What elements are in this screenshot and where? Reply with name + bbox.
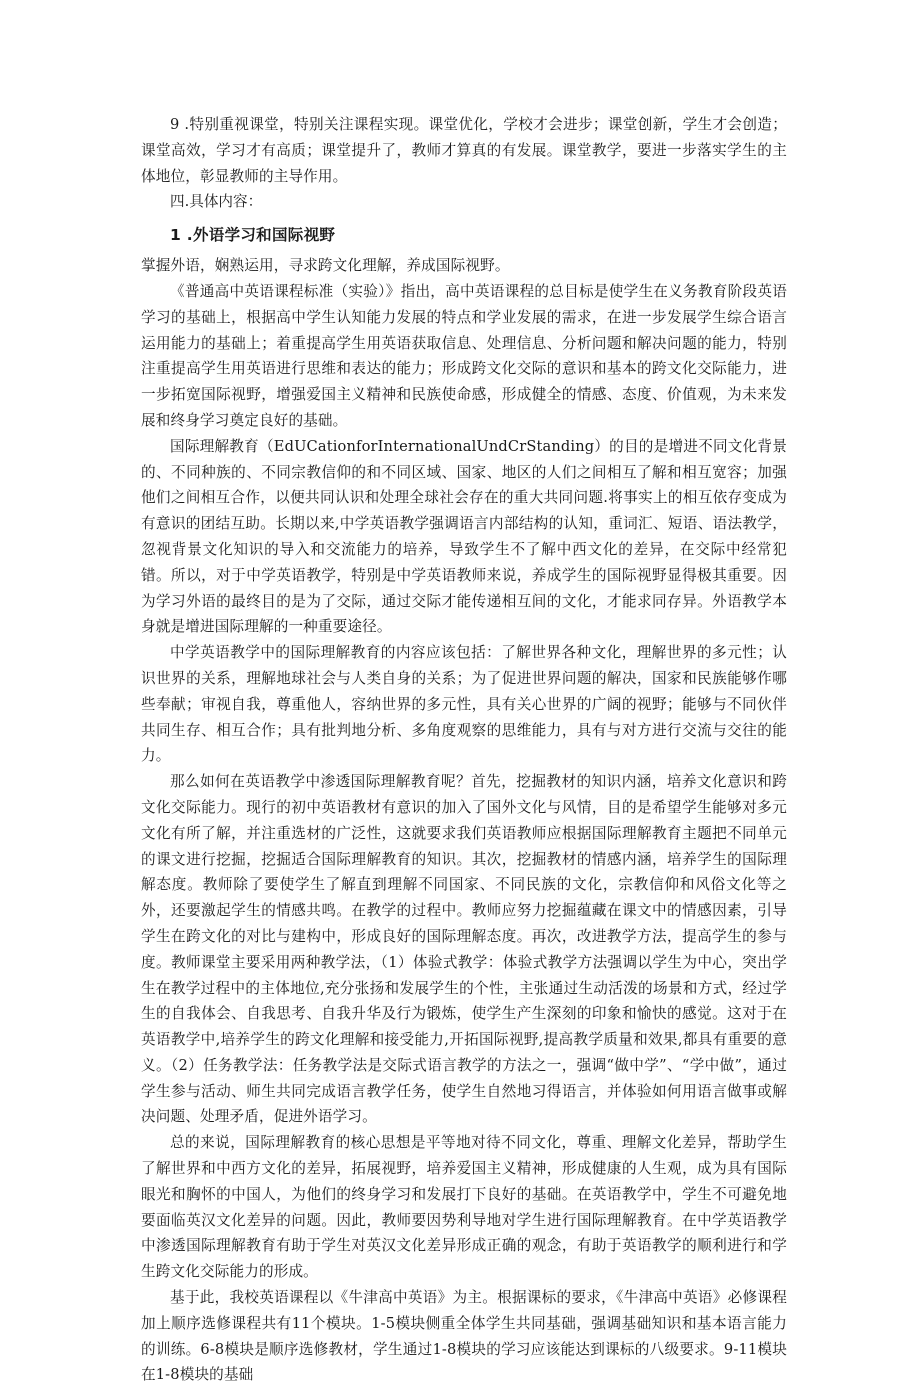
paragraph-conclusion: 总的来说，国际理解教育的核心思想是平等地对待不同文化，尊重、理解文化差异，帮助学生了解世界和中西方文化的差异，拓展视野，培养爱国主义精神，形成健康的人生观，成为具有国际眼光和胸怀的中国人，为他们的终身学习和发展打下良好的基础。在英语教学中，学生不可避免地要面临英汉文化差异的问题。因此，教师要因势利导地对学生进行国际理解教育。在中学英语教学中渗透国际理解教育有助于学生对英汉文化差异形成正确的观念，有助于英语教学的顺利进行和学生跨文化交际能力的形成。 [141,1134,787,1281]
paragraph-education-content: 中学英语教学中的国际理解教育的内容应该包括：了解世界各种文化，理解世界的多元性；认识世界的关系，理解地球社会与人类自身的关系；为了促进世界问题的解决，国家和民族能够作哪些奉献；审视自我，尊重他人，容纳世界的多元性，具有关心世界的广阔的视野；能够与不同伙伴共同生存、相互合作；具有批判地分析、多角度观察的思维能力，具有与对方进行交流与交往的能力。 [141,644,787,765]
paragraph-section-summary: 掌握外语，娴熟运用，寻求跨文化理解，养成国际视野。 [141,257,510,275]
paragraph-teaching-methods: 那么如何在英语教学中渗透国际理解教育呢？首先，挖掘教材的知识内涵，培养文化意识和跨文化交际能力。现行的初中英语教材有意识的加入了国外文化与风情，目的是希望学生能够对多元文化有所了解，并注重选材的广泛性，这就要求我们英语教师应根据国际理解教育主题把不同单元的课文进行挖掘，挖掘适合国际理解教育的知识。其次，挖掘教材的情感内涵，培养学生的国际理解态度。教师除了要使学生了解直到理解不同国家、不同民族的文化，宗教信仰和风俗文化等之外，还要激起学生的情感共鸣。在教学的过程中。教师应努力挖掘蕴藏在课文中的情感因素，引导学生在跨文化的对比与建构中，形成良好的国际理解态度。再次，改进教学方法，提高学生的参与度。教师课堂主要采用两种教学法，（1）体验式教学：体验式教学方法强调以学生为中心，突出学生在教学过程中的主体地位,充分张扬和发展学生的个性，主张通过生动活泼的场景和方式，经过学生的自我体会、自我思考、自我升华及行为锻炼，使学生产生深刻的印象和愉快的感觉。这对于在英语教学中,培养学生的跨文化理解和接受能力,开拓国际视野,提高教学质量和效果,都具有重要的意义。（2）任务教学法：任务教学法是交际式语言教学的方法之一，强调“做中学”、“学中做”，通过学生参与活动、师生共同完成语言教学任务，使学生自然地习得语言，并体验如何用语言做事或解决问题、处理矛盾，促进外语学习。 [141,773,787,1126]
document-body [141,112,787,1388]
paragraph-international-understanding: 国际理解教育（EdUCationforInternationalUndCrStanding）的目的是增进不同文化背景的、不同种族的、不同宗教信仰的和不同区域、国家、地区的人们之间相互了解和相互宽容；加强他们之间相互合作，以便共同认识和处理全球社会存在的重大共同问题.将事实上的相互依存变成为有意识的团结互助。长期以来,中学英语教学强调语言内部结构的认知，重词汇、短语、语法教学，忽视背景文化知识的导入和交流能力的培养，导致学生不了解中西文化的差异，在交际中经常犯错。所以，对于中学英语教学，特别是中学英语教师来说，养成学生的国际视野显得极其重要。因为学习外语的最终目的是为了交际，通过交际才能传递相互间的文化，才能求同存异。外语教学本身就是增进国际理解的一种重要途径。 [141,437,787,636]
section-heading-foreign-language: 1 .外语学习和国际视野 [170,226,336,245]
paragraph-course-modules: 基于此，我校英语课程以《牛津高中英语》为主。根据课标的要求，《牛津高中英语》必修课程加上顺序选修课程共有11个模块。1-5模块侧重全体学生共同基础，强调基础知识和基本语言能力的训练。6-8模块是顺序选修教材，学生通过1-8模块的学习应该能达到课标的八级要求。9-11模块在1-8模块的基础 [141,1289,787,1384]
heading-specific-content: 四.具体内容： [170,193,263,211]
paragraph-curriculum-standard: 《普通高中英语课程标准（实验）》指出，高中英语课程的总目标是使学生在义务教育阶段英语学习的基础上，根据高中学生认知能力发展的特点和学业发展的需求，在进一步发展学生综合语言运用能力的基础上；着重提高学生用英语获取信息、处理信息、分析问题和解决问题的能力，特别注重提高学生用英语进行思维和表达的能力；形成跨文化交际的意识和基本的跨文化交际能力，进一步拓宽国际视野，增强爱国主义精神和民族使命感，形成健全的情感、态度、价值观，为未来发展和终身学习奠定良好的基础。 [141,282,787,429]
paragraph-classroom-focus: 9 .特别重视课堂，特别关注课程实现。课堂优化，学校才会进步；课堂创新，学生才会创造；课堂高效，学习才有高质；课堂提升了，教师才算真的有发展。课堂教学，要进一步落实学生的主体地位，彰显教师的主导作用。 [141,116,787,185]
